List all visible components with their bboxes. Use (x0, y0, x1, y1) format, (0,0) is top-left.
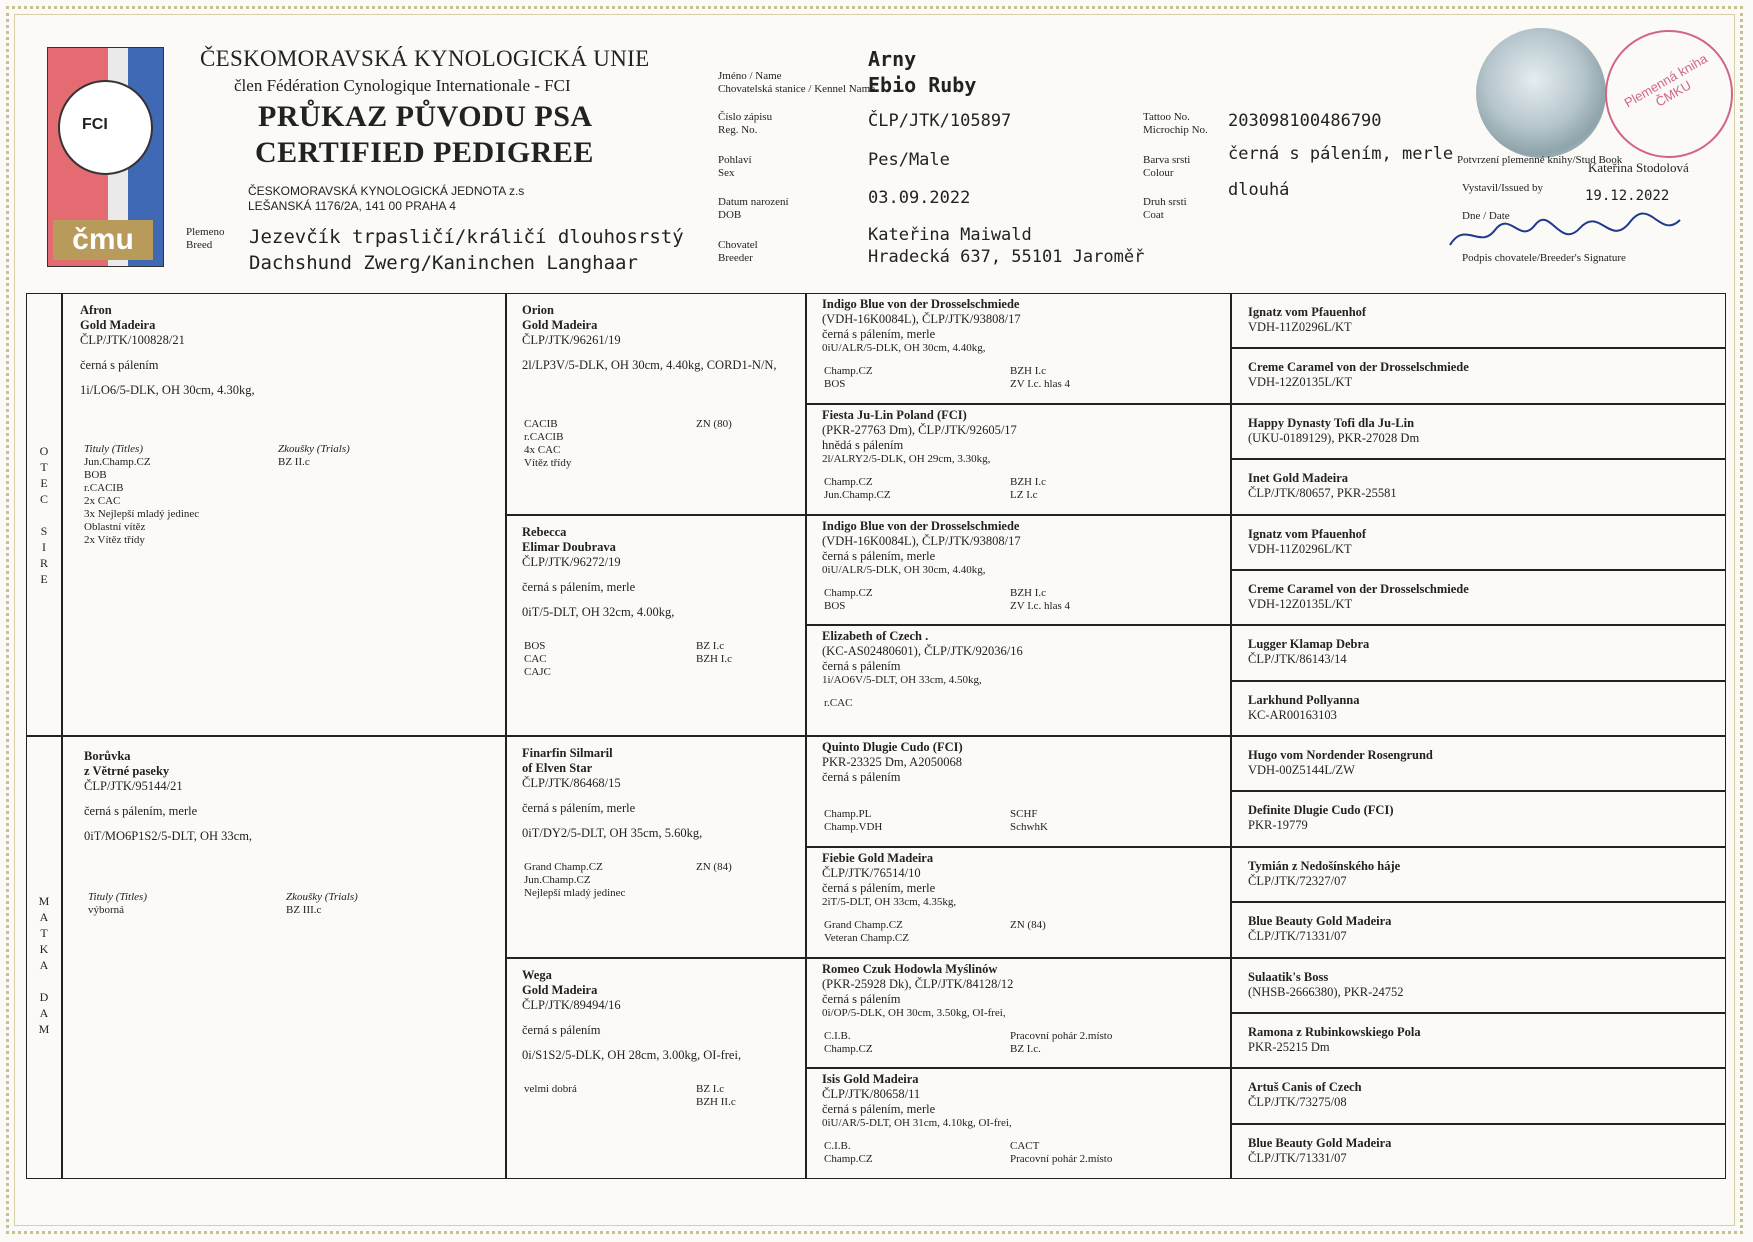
gen1-dam-trials: Zkoušky (Trials) BZ III.c (286, 891, 358, 916)
sex-label: Pohlaví Sex (718, 154, 752, 179)
gen4-info: Lugger Klamap Debra ČLP/JTK/86143/14 (1248, 637, 1370, 667)
gen3-titles: Champ.CZ BOS (824, 586, 873, 612)
gen3-trials: BZH I.c ZV I.c. hlas 4 (1010, 365, 1070, 390)
gen4-info: Ignatz vom Pfauenhof VDH-11Z0296L/KT (1248, 526, 1367, 556)
breed-value: Jezevčík trpasličí/králičí dlouhosrstý Dachshund Zwerg/Kaninchen Langhaar (249, 226, 684, 274)
dob-label: Datum narození DOB (718, 196, 789, 221)
gen3-titles: Champ.CZ Jun.Champ.CZ (824, 475, 891, 501)
fci-member: člen Fédération Cynologique Internationale - FCI (234, 76, 571, 95)
sire-side-label: O T E C S I R E (39, 444, 49, 586)
gen2-trials: BZ I.c BZH I.c (696, 639, 733, 665)
gen3-titles: C.I.B. Champ.CZ (824, 1029, 873, 1055)
gen2-trials: ZN (84) (696, 861, 732, 873)
pedigree-table (26, 293, 1726, 1179)
hologram-seal-icon (1476, 28, 1606, 158)
gen2-titles: CACIB r.CACIB 4x CAC Vítěz třídy (524, 418, 572, 469)
gen3-titles: r.CAC (824, 697, 853, 710)
gen4-info: Definite Dlugie Cudo (FCI) PKR-19779 (1248, 803, 1394, 833)
gen4-info: Inet Gold Madeira ČLP/JTK/80657, PKR-25581 (1248, 471, 1397, 501)
gen2-trials: BZ I.c BZH II.c (696, 1082, 736, 1108)
gen1-sire-info: Afron Gold Madeira ČLP/JTK/100828/21 černá s pálením 1i/LO6/5-DLK, OH 30cm, 4.30kg, (80, 303, 255, 397)
gen3-titles: Grand Champ.CZ Veteran Champ.CZ (824, 918, 909, 944)
gen3-info: Fiesta Ju-Lin Poland (FCI) (PKR-27763 Dm), ČLP/JTK/92605/17 hnědá s pálením 2l/ALRY2/5-DLK, OH 29cm, 3.30kg, (822, 407, 1017, 465)
reg-value: ČLP/JTK/105897 (868, 111, 1012, 131)
gen1-dam-titles: Tituly (Titles) výborná (88, 891, 147, 916)
gen1-sire-titles: Tituly (Titles) Jun.Champ.CZ BOB r.CACIB 2x CAC 3x Nejlepší mladý jedinec Oblastní vítěz 2x Vítěz třídy (84, 443, 200, 546)
gen3-trials: CACT Pracovní pohár 2.místo (1010, 1140, 1113, 1166)
gen3-trials: ZN (84) (1010, 918, 1046, 931)
gen2-titles: Grand Champ.CZ Jun.Champ.CZ Nejlepší mladý jedinec (524, 861, 626, 899)
address: LEŠANSKÁ 1176/2A, 141 00 PRAHA 4 (248, 199, 456, 213)
gen4-info: Sulaatik's Boss (NHSB-2666380), PKR-24752 (1248, 969, 1404, 999)
gen4-info: Tymián z Nedošínského háje ČLP/JTK/72327/07 (1248, 858, 1401, 888)
breeder-label: Chovatel Breeder (718, 239, 758, 264)
gen3-trials: Pracovní pohár 2.místo BZ I.c. (1010, 1029, 1113, 1055)
signature-label: Podpis chovatele/Breeder's Signature (1462, 252, 1626, 264)
gen2-titles: velmi dobrá (524, 1082, 577, 1095)
gen4-info: Hugo vom Nordender Rosengrund VDH-00Z5144L/ZW (1248, 748, 1433, 777)
breeder-value: Kateřina Maiwald Hradecká 637, 55101 Jaroměř (868, 225, 1145, 267)
title-cz: PRŮKAZ PŮVODU PSA (258, 100, 593, 133)
dog-name: Arny Ebio Ruby (868, 47, 977, 97)
title-en: CERTIFIED PEDIGREE (255, 136, 594, 169)
gen3-titles: Champ.PL Champ.VDH (824, 808, 883, 833)
logo-fci-text: FCI (82, 116, 108, 133)
gen4-info: Blue Beauty Gold Madeira ČLP/JTK/71331/07 (1248, 1135, 1392, 1165)
gen4-info: Ramona z Rubinkowskiego Pola PKR-25215 Dm (1248, 1024, 1421, 1054)
gen4-info: Ignatz vom Pfauenhof VDH-11Z0296L/KT (1248, 305, 1367, 334)
gen4-info: Blue Beauty Gold Madeira ČLP/JTK/71331/07 (1248, 914, 1392, 944)
microchip-label: Tattoo No. Microchip No. (1143, 111, 1208, 136)
coat-value: dlouhá (1228, 180, 1290, 200)
gen1-sire-trials: Zkoušky (Trials) BZ II.c (278, 443, 350, 468)
issued-date: 19.12.2022 (1585, 188, 1670, 204)
gen3-titles: Champ.CZ BOS (824, 365, 873, 390)
gen3-trials: BZH I.c ZV I.c. hlas 4 (1010, 586, 1070, 612)
logo-cmku-text: čmu (53, 220, 153, 260)
issued-label: Vystavil/Issued by (1462, 182, 1543, 194)
coat-label: Druh srsti Coat (1143, 196, 1187, 221)
gen2-info: Rebecca Elimar Doubrava ČLP/JTK/96272/19 černá s pálením, merle 0iT/5-DLT, OH 32cm, 4.00kg, (522, 524, 675, 619)
gen3-info: Indigo Blue von der Drosselschmiede (VDH-16K0084L), ČLP/JTK/93808/17 černá s pálením, merle 0iU/ALR/5-DLK, OH 30cm, 4.40kg, (822, 297, 1021, 354)
gen4-info: Happy Dynasty Tofi dla Ju-Lin (UKU-0189129), PKR-27028 Dm (1248, 415, 1420, 445)
confirm-label: Potvrzení plemenné knihy/Stud Book (1457, 154, 1623, 166)
gen4-info: Larkhund Pollyanna KC-AR00163103 (1248, 692, 1360, 722)
studbook-stamp-icon: Plemenná kniha ČMKU (1605, 30, 1733, 158)
gen3-info: Romeo Czuk Hodowla Myślinów (PKR-25928 Dk), ČLP/JTK/84128/12 černá s pálením 0i/OP/5-DLK, OH 30cm, 3.50kg, OI-frei, (822, 961, 1014, 1019)
reg-label: Číslo zápisu Reg. No. (718, 111, 773, 136)
dob-value: 03.09.2022 (868, 188, 971, 208)
dam-side-label: M A T K A D A M (38, 894, 50, 1036)
gen4-info: Artuš Canis of Czech ČLP/JTK/73275/08 (1248, 1080, 1362, 1110)
gen2-info: Wega Gold Madeira ČLP/JTK/89494/16 černá s pálením 0i/S1S2/5-DLK, OH 28cm, 3.00kg, OI-frei, (522, 967, 742, 1062)
fci-cmku-logo (47, 47, 164, 267)
gen4-info: Creme Caramel von der Drosselschmiede VDH-12Z0135L/KT (1248, 581, 1469, 611)
gen4-info: Creme Caramel von der Drosselschmiede VDH-12Z0135L/KT (1248, 360, 1469, 390)
gen1-dam-info: Borůvka z Větrné paseky ČLP/JTK/95144/21 černá s pálením, merle 0iT/MO6P1S2/5-DLT, OH 33cm, (84, 749, 253, 843)
gen2-titles: BOS CAC CAJC (524, 639, 551, 678)
gen3-trials: BZH I.c LZ I.c (1010, 475, 1047, 501)
date-label: Dne / Date (1462, 210, 1510, 222)
gen2-info: Finarfin Silmaril of Elven Star ČLP/JTK/86468/15 černá s pálením, merle 0iT/DY2/5-DLT, OH 35cm, 5.60kg, (522, 746, 703, 840)
gen3-info: Elizabeth of Czech . (KC-AS02480601), ČLP/JTK/92036/16 černá s pálením 1i/AO6V/5-DLT, OH 33cm, 4.50kg, (822, 629, 1023, 687)
gen2-trials: ZN (80) (696, 418, 732, 430)
colour-value: černá s pálením, merle (1228, 144, 1454, 164)
gen3-trials: SCHF SchwhK (1010, 808, 1048, 833)
gen3-titles: C.I.B. Champ.CZ (824, 1140, 873, 1166)
confirm-name: Kateřina Stodolová (1588, 160, 1689, 175)
name-label: Jméno / Name Chovatelská stanice / Kennel Name (718, 70, 876, 95)
gen3-info: Quinto Dlugie Cudo (FCI) PKR-23325 Dm, A2050068 černá s pálením (822, 740, 963, 784)
gen2-info: Orion Gold Madeira ČLP/JTK/96261/19 2l/LP3V/5-DLK, OH 30cm, 4.40kg, CORD1-N/N, (522, 303, 777, 372)
colour-label: Barva srsti Colour (1143, 154, 1191, 179)
org-name: ČESKOMORAVSKÁ KYNOLOGICKÁ UNIE (200, 46, 650, 71)
jednota: ČESKOMORAVSKÁ KYNOLOGICKÁ JEDNOTA z.s (248, 184, 525, 198)
sex-value: Pes/Male (868, 150, 950, 170)
gen3-info: Indigo Blue von der Drosselschmiede (VDH-16K0084L), ČLP/JTK/93808/17 černá s pálením, merle 0iU/ALR/5-DLK, OH 30cm, 4.40kg, (822, 518, 1021, 576)
gen3-info: Isis Gold Madeira ČLP/JTK/80658/11 černá s pálením, merle 0iU/AR/5-DLT, OH 31cm, 4.10kg, OI-frei, (822, 1072, 1012, 1130)
breed-label: Plemeno Breed (186, 226, 225, 251)
gen3-info: Fiebie Gold Madeira ČLP/JTK/76514/10 černá s pálením, merle 2iT/5-DLT, OH 33cm, 4.35kg, (822, 850, 957, 908)
microchip-value: 203098100486790 (1228, 111, 1382, 131)
